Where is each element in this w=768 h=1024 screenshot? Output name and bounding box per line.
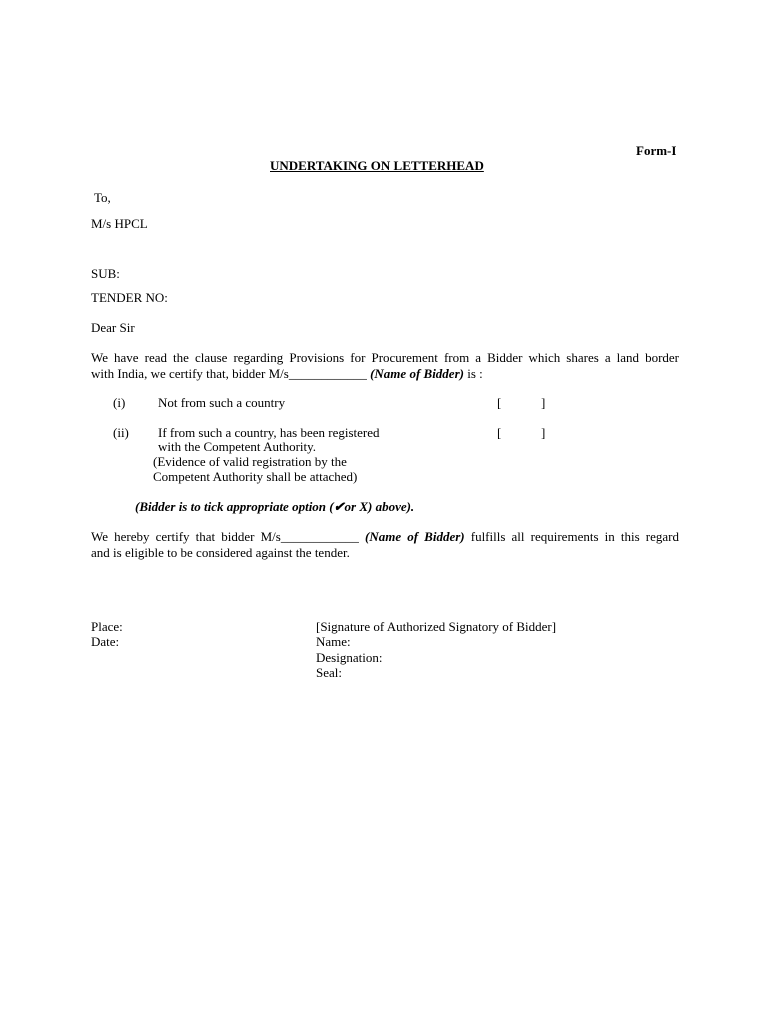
name-of-bidder-hint: (Name of Bidder) <box>370 366 464 381</box>
document-title: UNDERTAKING ON LETTERHEAD <box>270 158 484 173</box>
paragraph1-line2-prefix: with India, we certify that, bidder M/s____________ <box>91 366 371 381</box>
option-i-text: Not from such a country <box>158 395 286 410</box>
form-label: Form-I <box>636 143 677 158</box>
seal-label: Seal: <box>316 665 342 680</box>
option-ii-line2: with the Competent Authority. <box>158 439 317 454</box>
paragraph2-line1-suffix: fulfills all requirements in this regard <box>464 529 679 544</box>
paragraph1-line1: We have read the clause regarding Provisions for Procurement from a Bidder which shares a land border <box>91 350 679 365</box>
name-of-bidder-hint-2: (Name of Bidder) <box>364 529 465 544</box>
option-ii-line1: If from such a country, has been registered <box>158 425 380 440</box>
paragraph1-line2-suffix: is : <box>463 366 483 381</box>
place-label: Place: <box>91 619 123 634</box>
option-ii-checkbox-close[interactable]: ] <box>541 425 546 440</box>
subject-label: SUB: <box>91 266 120 281</box>
designation-label: Designation: <box>316 650 383 665</box>
name-label: Name: <box>316 634 351 649</box>
option-ii-checkbox-open[interactable]: [ <box>497 425 502 440</box>
paragraph1-line2 <box>91 366 483 382</box>
signature-label: [Signature of Authorized Signatory of Bidder] <box>316 619 557 634</box>
date-label: Date: <box>91 634 120 649</box>
paragraph2-line1-prefix: We hereby certify that bidder M/s____________ <box>91 529 365 544</box>
tick-instruction: (Bidder is to tick appropriate option (✔or X) above). <box>135 499 415 514</box>
address-to: To, <box>94 190 111 205</box>
option-ii-number: (ii) <box>113 425 129 440</box>
option-ii-line4: Competent Authority shall be attached) <box>153 469 358 484</box>
paragraph2-line2: and is eligible to be considered against the tender. <box>91 545 350 560</box>
option-ii-line3: (Evidence of valid registration by the <box>153 454 347 469</box>
salutation: Dear Sir <box>91 320 135 335</box>
option-i-number: (i) <box>113 395 126 410</box>
option-i-checkbox-close[interactable]: ] <box>541 395 546 410</box>
address-recipient: M/s HPCL <box>91 216 148 231</box>
paragraph2-line1 <box>91 529 679 545</box>
tender-no-label: TENDER NO: <box>91 290 168 305</box>
option-i-checkbox-open[interactable]: [ <box>497 395 502 410</box>
